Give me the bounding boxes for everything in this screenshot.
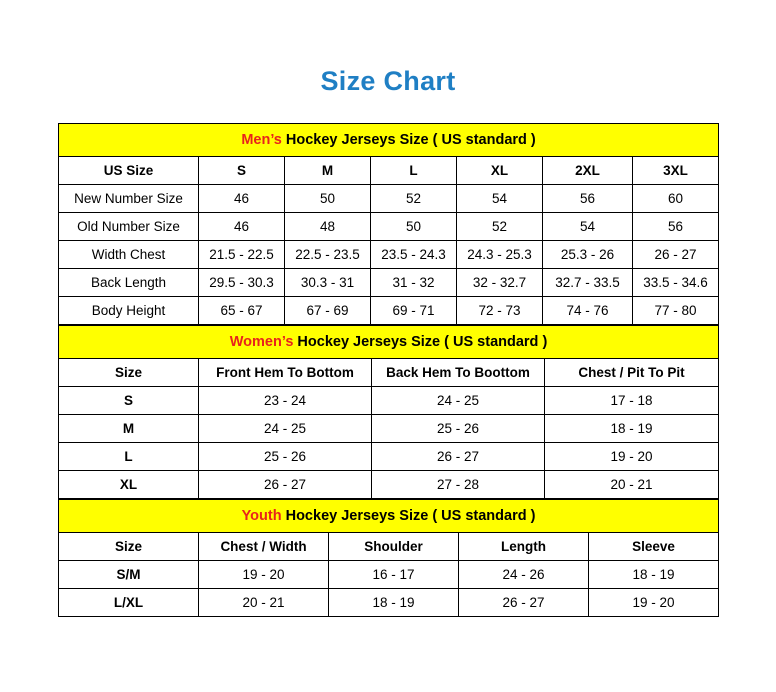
cell: 24 - 26 — [459, 561, 589, 589]
cell: 72 - 73 — [457, 297, 543, 325]
cell: 19 - 20 — [589, 589, 719, 617]
table-row — [59, 241, 719, 269]
cell: 19 - 20 — [199, 561, 329, 589]
cell: 69 - 71 — [371, 297, 457, 325]
womens-section-heading-row — [59, 326, 719, 359]
mens-col-6: 3XL — [633, 157, 719, 185]
table-row — [59, 213, 719, 241]
cell: 54 — [457, 185, 543, 213]
cell: 33.5 - 34.6 — [633, 269, 719, 297]
cell: 19 - 20 — [545, 443, 719, 471]
cell: 18 - 19 — [329, 589, 459, 617]
cell: 26 - 27 — [633, 241, 719, 269]
tables-container — [58, 123, 718, 617]
row-label: Width Chest — [59, 241, 199, 269]
row-label: New Number Size — [59, 185, 199, 213]
cell: 74 - 76 — [543, 297, 633, 325]
cell: 25 - 26 — [199, 443, 372, 471]
cell: 21.5 - 22.5 — [199, 241, 285, 269]
youth-column-header-row — [59, 533, 719, 561]
mens-section-heading-row — [59, 124, 719, 157]
womens-col-2: Back Hem To Boottom — [372, 359, 545, 387]
womens-size-table — [58, 325, 719, 499]
cell: 16 - 17 — [329, 561, 459, 589]
cell: 32.7 - 33.5 — [543, 269, 633, 297]
youth-col-1: Chest / Width — [199, 533, 329, 561]
womens-col-1: Front Hem To Bottom — [199, 359, 372, 387]
mens-size-table — [58, 123, 719, 325]
cell: 48 — [285, 213, 371, 241]
cell: 24.3 - 25.3 — [457, 241, 543, 269]
mens-col-0: US Size — [59, 157, 199, 185]
cell: 31 - 32 — [371, 269, 457, 297]
row-label: Body Height — [59, 297, 199, 325]
row-label: Back Length — [59, 269, 199, 297]
mens-col-1: S — [199, 157, 285, 185]
row-label: XL — [59, 471, 199, 499]
cell: 50 — [285, 185, 371, 213]
page-title: Size Chart — [320, 66, 456, 96]
cell: 18 - 19 — [545, 415, 719, 443]
table-row — [59, 561, 719, 589]
cell: 23.5 - 24.3 — [371, 241, 457, 269]
mens-column-header-row — [59, 157, 719, 185]
cell: 23 - 24 — [199, 387, 372, 415]
table-row — [59, 185, 719, 213]
mens-col-3: L — [371, 157, 457, 185]
table-row — [59, 269, 719, 297]
cell: 20 - 21 — [199, 589, 329, 617]
womens-heading-rest: Hockey Jerseys Size ( US standard ) — [293, 334, 548, 350]
mens-col-2: M — [285, 157, 371, 185]
cell: 54 — [543, 213, 633, 241]
table-row — [59, 589, 719, 617]
cell: 32 - 32.7 — [457, 269, 543, 297]
table-row — [59, 443, 719, 471]
youth-col-4: Sleeve — [589, 533, 719, 561]
youth-heading-rest: Hockey Jerseys Size ( US standard ) — [281, 508, 536, 524]
cell: 46 — [199, 213, 285, 241]
cell: 20 - 21 — [545, 471, 719, 499]
womens-column-header-row — [59, 359, 719, 387]
cell: 60 — [633, 185, 719, 213]
mens-col-4: XL — [457, 157, 543, 185]
cell: 26 - 27 — [199, 471, 372, 499]
cell: 56 — [543, 185, 633, 213]
cell: 22.5 - 23.5 — [285, 241, 371, 269]
cell: 50 — [371, 213, 457, 241]
womens-col-0: Size — [59, 359, 199, 387]
table-row — [59, 415, 719, 443]
table-row — [59, 297, 719, 325]
womens-col-3: Chest / Pit To Pit — [545, 359, 719, 387]
cell: 56 — [633, 213, 719, 241]
cell: 25 - 26 — [372, 415, 545, 443]
row-label: S/M — [59, 561, 199, 589]
womens-heading-accent: Women’s — [229, 334, 294, 350]
cell: 67 - 69 — [285, 297, 371, 325]
cell: 52 — [371, 185, 457, 213]
youth-heading-accent: Youth — [241, 508, 282, 524]
cell: 26 - 27 — [459, 589, 589, 617]
youth-section-heading-row — [59, 500, 719, 533]
cell: 17 - 18 — [545, 387, 719, 415]
row-label: L/XL — [59, 589, 199, 617]
cell: 27 - 28 — [372, 471, 545, 499]
youth-size-table — [58, 499, 719, 617]
youth-section-heading — [59, 500, 719, 533]
cell: 24 - 25 — [372, 387, 545, 415]
table-row — [59, 471, 719, 499]
row-label: L — [59, 443, 199, 471]
youth-col-0: Size — [59, 533, 199, 561]
cell: 77 - 80 — [633, 297, 719, 325]
row-label: M — [59, 415, 199, 443]
cell: 30.3 - 31 — [285, 269, 371, 297]
mens-col-5: 2XL — [543, 157, 633, 185]
youth-col-3: Length — [459, 533, 589, 561]
cell: 65 - 67 — [199, 297, 285, 325]
cell: 26 - 27 — [372, 443, 545, 471]
mens-heading-accent: Men’s — [241, 132, 282, 148]
cell: 25.3 - 26 — [543, 241, 633, 269]
table-row — [59, 387, 719, 415]
cell: 52 — [457, 213, 543, 241]
mens-heading-rest: Hockey Jerseys Size ( US standard ) — [281, 132, 536, 148]
cell: 18 - 19 — [589, 561, 719, 589]
cell: 24 - 25 — [199, 415, 372, 443]
cell: 46 — [199, 185, 285, 213]
row-label: Old Number Size — [59, 213, 199, 241]
row-label: S — [59, 387, 199, 415]
youth-col-2: Shoulder — [329, 533, 459, 561]
mens-section-heading — [59, 124, 719, 157]
cell: 29.5 - 30.3 — [199, 269, 285, 297]
womens-section-heading — [59, 326, 719, 359]
